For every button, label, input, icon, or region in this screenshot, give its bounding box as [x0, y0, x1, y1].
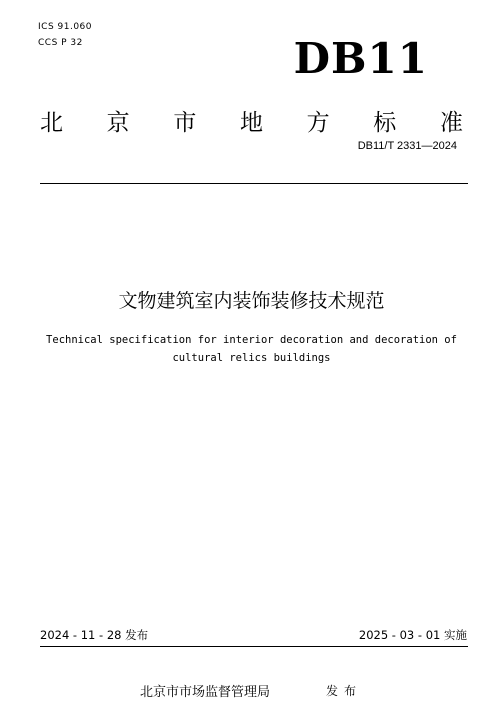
standard-type-char: 北	[40, 110, 63, 136]
english-title-line-1: Technical specification for interior decoration and decoration of	[46, 334, 457, 346]
db-standard-logo: DB11	[293, 34, 428, 83]
english-title-line-2: cultural relics buildings	[172, 352, 331, 364]
ics-code: ICS 91.060	[38, 22, 93, 32]
standard-number: DB11/T 2331—2024	[357, 140, 457, 152]
issuing-action: 发布	[326, 684, 363, 698]
document-title-english	[30, 331, 473, 367]
standard-type-char: 京	[106, 110, 130, 136]
standard-type-char: 准	[439, 110, 463, 136]
bottom-divider	[40, 646, 468, 647]
implementation-date: 2025 - 03 - 01 实施	[358, 628, 467, 642]
document-title-chinese: 文物建筑室内装饰装修技术规范	[118, 290, 385, 312]
top-divider	[40, 183, 468, 184]
issue-date: 2024 - 11 - 28 发布	[40, 628, 149, 642]
standard-type-char: 标	[373, 110, 397, 136]
standard-type-char: 市	[173, 110, 197, 136]
standard-type-char: 地	[239, 110, 263, 136]
ccs-code: CCS P 32	[38, 38, 83, 48]
standard-type-char: 方	[306, 110, 330, 136]
standard-type-heading	[40, 112, 463, 135]
issuing-authority: 北京市市场监督管理局	[140, 685, 271, 700]
